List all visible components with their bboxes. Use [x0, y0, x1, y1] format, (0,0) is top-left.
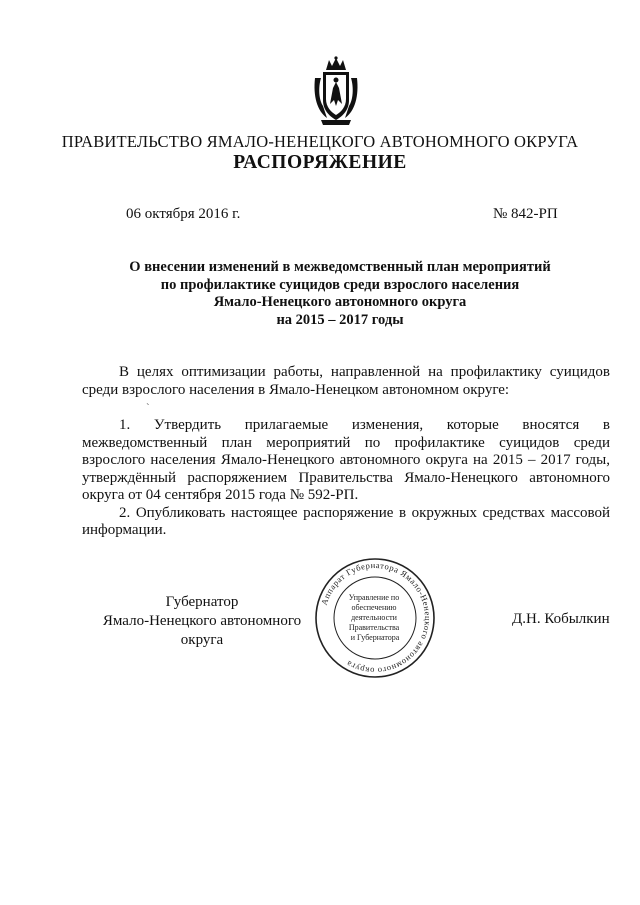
official-stamp: [313, 556, 437, 680]
signatory-name: Д.Н. Кобылкин: [512, 611, 610, 627]
position-line: Ямало-Ненецкого автономного округа: [102, 613, 302, 648]
svg-text:Аппарат Губернатора Ямало-Нене: Аппарат Губернатора Ямало-Ненецкого автономного округа: [318, 559, 434, 677]
list-item: 2. Опубликовать настоящее распоряжение в окружных средствах массовой информации.: [82, 504, 610, 538]
document-number: № 842-РП: [493, 206, 558, 222]
title-line: Ямало-Ненецкого автономного округа: [213, 294, 467, 310]
document-title: [60, 259, 620, 329]
document-date: 06 октября 2016 г.: [126, 206, 241, 222]
list-item: 1. Утвердить прилагаемые изменения, которые вносятся в межведомственный план мероприятий по профилактике суицидов среди взрослого населения Ямало-Ненецкого автономного округа на 2015 – 2017 годы, утверждённый распоряжением Правительства Ямало-Ненецкого автономного округа от 04 сентября 2015 года № 592-РП.: [82, 417, 610, 503]
signatory-position: [82, 593, 322, 650]
title-line: на 2015 – 2017 годы: [276, 311, 404, 328]
title-line: О внесении изменений в межведомственный план мероприятий: [129, 259, 551, 275]
intro-paragraph: [82, 364, 610, 399]
organization-title: ПРАВИТЕЛЬСТВО ЯМАЛО-НЕНЕЦКОГО АВТОНОМНОГО ОКРУГА: [61, 132, 579, 151]
document-type: РАСПОРЯЖЕНИЕ: [233, 152, 407, 173]
position-line: Губернатор: [165, 594, 239, 610]
svg-text:Управление по обеспечению: Управление по обеспечению деятельности Правительства и Губернатора: [348, 593, 400, 642]
title-line: по профилактике суицидов среди взрослого населения: [160, 276, 520, 293]
coat-of-arms-icon: [313, 56, 359, 126]
intro-text: В целях оптимизации работы, направленной на профилактику суицидов среди взрослого населения в Ямало-Ненецком автономном округе:: [82, 364, 610, 398]
items-list: [82, 417, 610, 540]
scan-artifact: `: [146, 402, 150, 414]
